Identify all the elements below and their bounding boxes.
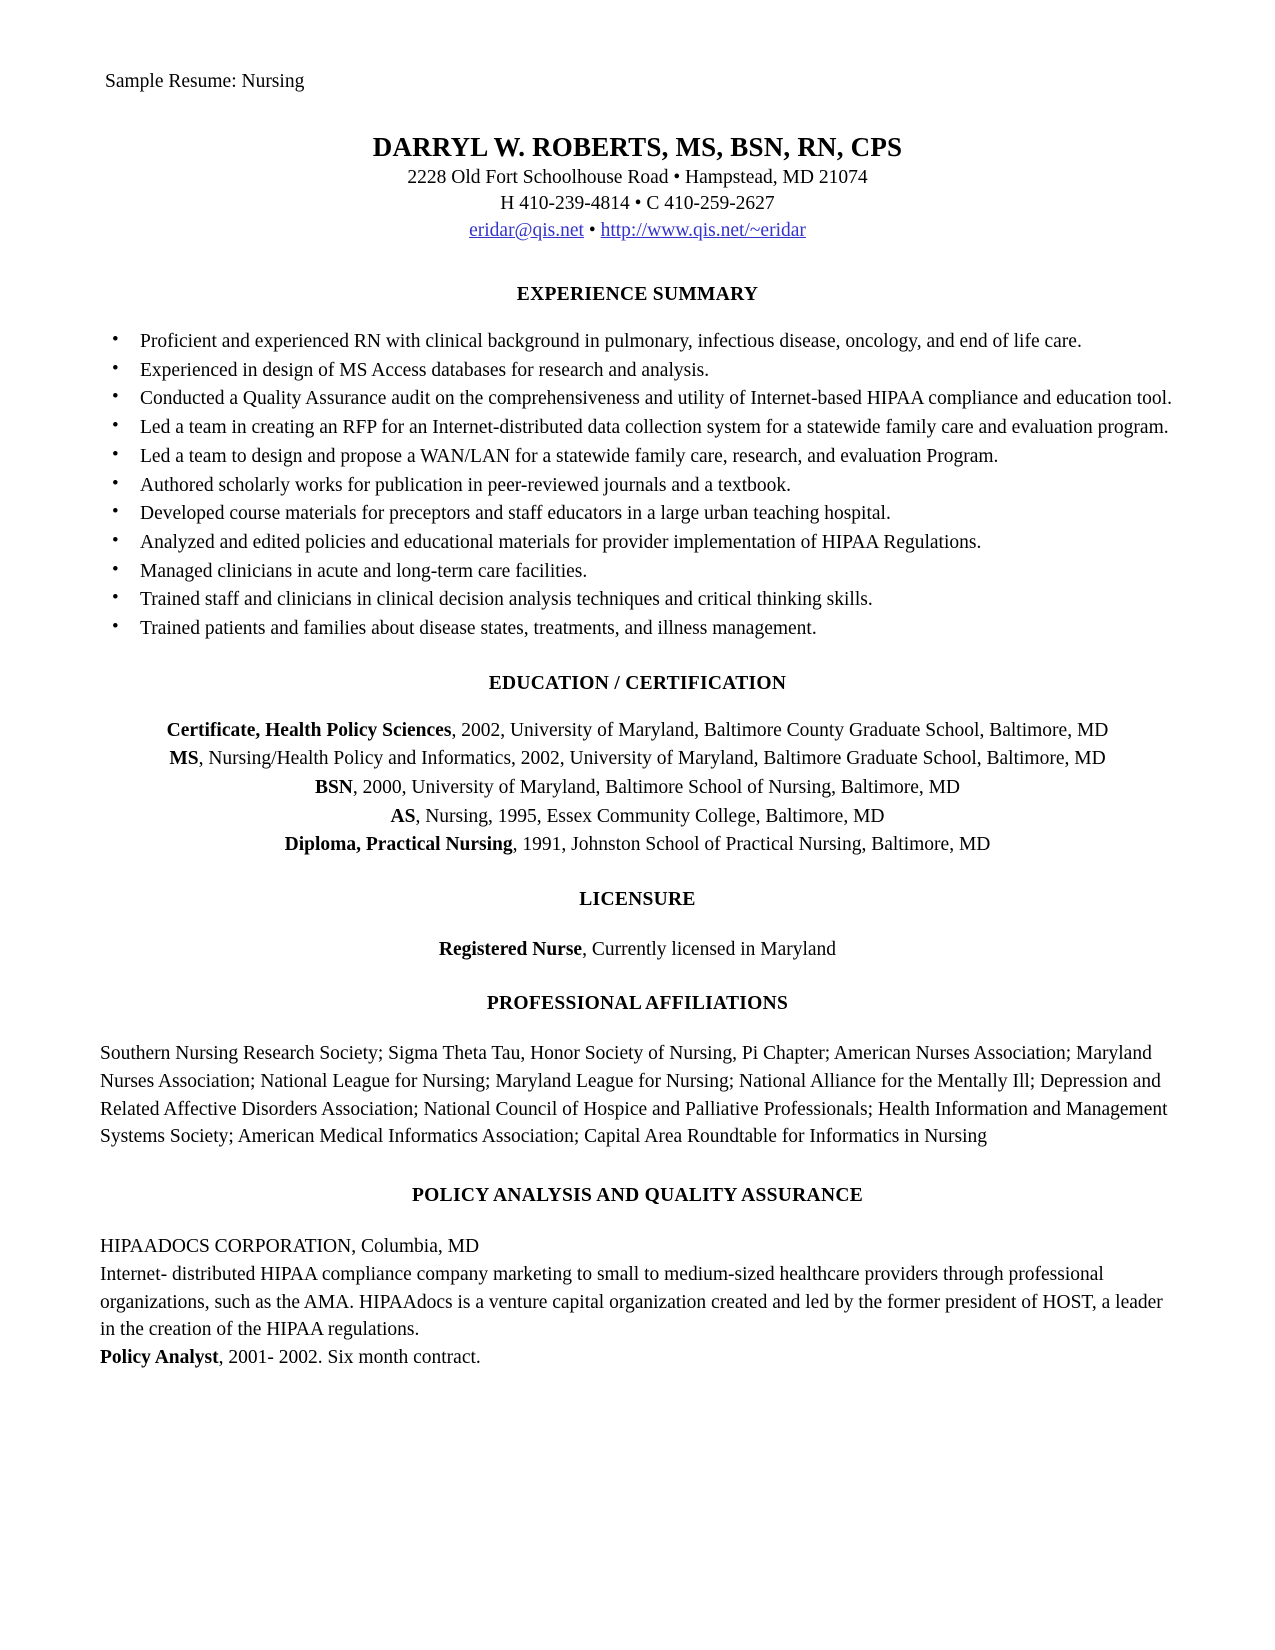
candidate-contact-links: [100, 218, 1175, 244]
list-item: • Trained staff and clinicians in clinical decision analysis techniques and critical thinking skills.: [100, 586, 1175, 614]
licensure-heading: LICENSURE: [579, 889, 696, 911]
education-detail: , Nursing/Health Policy and Informatics, 2002, University of Maryland, Baltimore Graduate School, Baltimore, MD: [198, 748, 1106, 770]
contact-separator: •: [583, 219, 601, 241]
policy-role-detail: , 2001- 2002. Six month contract.: [218, 1346, 481, 1368]
policy-employer: HIPAADOCS CORPORATION, Columbia, MD: [100, 1236, 480, 1258]
list-item: • Experienced in design of MS Access databases for research and analysis.: [100, 357, 1175, 385]
experience-summary-heading: EXPERIENCE SUMMARY: [516, 284, 759, 306]
list-item: • Conducted a Quality Assurance audit on the comprehensiveness and utility of Internet-based HIPAA compliance and education tool.: [100, 385, 1175, 413]
education-detail: , 2000, University of Maryland, Baltimore School of Nursing, Baltimore, MD: [352, 777, 961, 799]
education-degree: MS: [169, 748, 199, 770]
list-item: [100, 745, 1175, 773]
education-degree: BSN: [314, 777, 353, 799]
list-item: • Led a team in creating an RFP for an Internet-distributed data collection system for a statewide family care and evaluation program.: [100, 414, 1175, 442]
education-detail: , 1991, Johnston School of Practical Nursing, Baltimore, MD: [512, 834, 991, 856]
policy-role-title: Policy Analyst: [100, 1346, 219, 1368]
licensure-entry: [100, 936, 1175, 963]
list-item: • Analyzed and edited policies and educational materials for provider implementation of HIPAA Regulations.: [100, 529, 1175, 557]
email-link[interactable]: eridar@qis.net: [469, 219, 584, 241]
education-degree: AS: [390, 805, 416, 827]
education-detail: , Nursing, 1995, Essex Community College, Baltimore, MD: [415, 805, 885, 827]
list-item: [100, 717, 1175, 745]
list-item: [100, 803, 1175, 831]
policy-entry: [100, 1233, 1175, 1371]
candidate-address: 2228 Old Fort Schoolhouse Road • Hampstead, MD 21074: [407, 167, 868, 189]
affiliations-heading: PROFESSIONAL AFFILIATIONS: [486, 993, 789, 1015]
experience-summary-list: [100, 328, 1175, 643]
education-list: [100, 717, 1175, 859]
affiliations-text: Southern Nursing Research Society; Sigma Theta Tau, Honor Society of Nursing, Pi Chapter; American Nurses Association; Maryland Nurses Association; National League for Nursing; Maryland League for Nursing; National Alliance for the Mentally Ill; Depression and Related Affective Disorders Association; National Council of Hospice and Palliative Professionals; Health Information and Management Systems Society; American Medical Informatics Association; Capital Area Roundtable for Informatics in Nursing: [100, 1043, 1168, 1148]
document-label: Sample Resume: Nursing: [105, 71, 305, 92]
policy-role: [100, 1344, 1175, 1372]
list-item: • Led a team to design and propose a WAN/LAN for a statewide family care, research, and evaluation Program.: [100, 443, 1175, 471]
policy-heading: POLICY ANALYSIS AND QUALITY ASSURANCE: [411, 1185, 864, 1207]
list-item: [100, 831, 1175, 859]
licensure-title: Registered Nurse: [438, 939, 583, 961]
candidate-phones: H 410-239-4814 • C 410-259-2627: [500, 193, 775, 215]
education-degree: Certificate, Health Policy Sciences: [166, 719, 452, 741]
licensure-detail: , Currently licensed in Maryland: [582, 939, 837, 961]
list-item: • Authored scholarly works for publication in peer-reviewed journals and a textbook.: [100, 472, 1175, 500]
list-item: • Developed course materials for preceptors and staff educators in a large urban teaching hospital.: [100, 500, 1175, 528]
candidate-name: DARRYL W. ROBERTS, MS, BSN, RN, CPS: [372, 132, 903, 163]
education-detail: , 2002, University of Maryland, Baltimore County Graduate School, Baltimore, MD: [451, 719, 1109, 741]
education-degree: Diploma, Practical Nursing: [284, 834, 513, 856]
resume-header: [100, 131, 1175, 244]
list-item: • Proficient and experienced RN with clinical background in pulmonary, infectious disease, oncology, and end of life care.: [100, 328, 1175, 356]
education-heading: EDUCATION / CERTIFICATION: [488, 672, 787, 694]
list-item: • Managed clinicians in acute and long-term care facilities.: [100, 558, 1175, 586]
website-link[interactable]: http://www.qis.net/~eridar: [600, 219, 806, 241]
policy-description: Internet- distributed HIPAA compliance company marketing to small to medium-sized healthcare providers through professional organizations, such as the AMA. HIPAAdocs is a venture capital organization created and led by the former president of HOST, a leader in the creation of the HIPAA regulations.: [100, 1263, 1163, 1341]
list-item: [100, 774, 1175, 802]
list-item: • Trained patients and families about disease states, treatments, and illness management.: [100, 615, 1175, 643]
